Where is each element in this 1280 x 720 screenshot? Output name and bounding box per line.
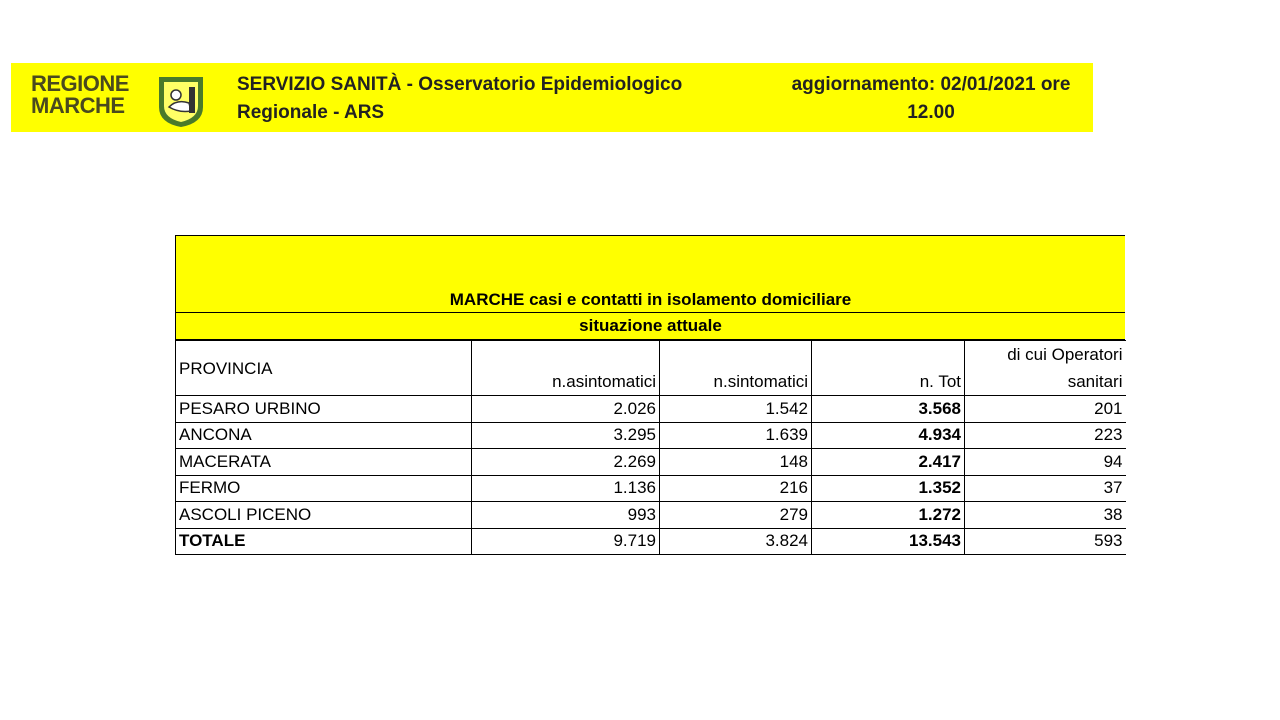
cell-tot: 1.272 (812, 502, 965, 529)
cell-provincia: MACERATA (176, 449, 472, 476)
cell-total-asintomatici: 9.719 (472, 528, 660, 555)
table-row (176, 502, 1126, 529)
cell-asintomatici: 2.269 (472, 449, 660, 476)
cell-tot: 1.352 (812, 475, 965, 502)
table-title: MARCHE casi e contatti in isolamento domiciliare (449, 290, 852, 309)
cell-sintomatici: 1.542 (660, 396, 812, 423)
col-header-operatori (965, 341, 1126, 396)
cell-sintomatici: 1.639 (660, 422, 812, 449)
cell-tot: 2.417 (812, 449, 965, 476)
table-row (176, 422, 1126, 449)
isolation-table (175, 235, 1125, 555)
table-header-row (176, 341, 1126, 396)
cell-total-sintomatici: 3.824 (660, 528, 812, 555)
table-row (176, 396, 1126, 423)
cell-asintomatici: 2.026 (472, 396, 660, 423)
cell-operatori: 94 (965, 449, 1126, 476)
shield-icon (155, 73, 207, 129)
logo-line1: REGIONE (31, 71, 129, 96)
cell-provincia: ASCOLI PICENO (176, 502, 472, 529)
cell-operatori: 223 (965, 422, 1126, 449)
cell-sintomatici: 148 (660, 449, 812, 476)
table-total-row (176, 528, 1126, 555)
header-banner (11, 63, 1093, 132)
cell-total-label: TOTALE (176, 528, 472, 555)
logo-line2: MARCHE (31, 93, 125, 118)
cell-operatori: 38 (965, 502, 1126, 529)
cell-sintomatici: 216 (660, 475, 812, 502)
data-table (175, 340, 1126, 555)
cell-operatori: 201 (965, 396, 1126, 423)
cell-sintomatici: 279 (660, 502, 812, 529)
table-row (176, 475, 1126, 502)
col-header-tot: n. Tot (812, 341, 965, 396)
table-title-band (175, 235, 1125, 313)
col-header-provincia: PROVINCIA (176, 341, 472, 396)
cell-operatori: 37 (965, 475, 1126, 502)
cell-tot: 3.568 (812, 396, 965, 423)
cell-provincia: PESARO URBINO (176, 396, 472, 423)
service-line1: SERVIZIO SANITÀ - Osservatorio Epidemiologico (237, 74, 683, 95)
regione-marche-logo (31, 73, 211, 129)
service-title (237, 71, 757, 127)
cell-provincia: ANCONA (176, 422, 472, 449)
cell-total-tot: 13.543 (812, 528, 965, 555)
col-header-sintomatici: n.sintomatici (660, 341, 812, 396)
table-subtitle: situazione attuale (175, 313, 1125, 340)
cell-provincia: FERMO (176, 475, 472, 502)
table-row (176, 449, 1126, 476)
col-header-operatori-line2: sanitari (1067, 372, 1123, 391)
cell-tot: 4.934 (812, 422, 965, 449)
service-line2: Regionale - ARS (237, 102, 385, 123)
update-line2: 12.00 (907, 102, 955, 123)
cell-total-operatori: 593 (965, 528, 1126, 555)
update-line1: aggiornamento: 02/01/2021 ore (791, 74, 1071, 95)
cell-asintomatici: 1.136 (472, 475, 660, 502)
cell-asintomatici: 993 (472, 502, 660, 529)
col-header-operatori-line1: di cui Operatori (1007, 345, 1123, 364)
cell-asintomatici: 3.295 (472, 422, 660, 449)
col-header-asintomatici: n.asintomatici (472, 341, 660, 396)
update-timestamp (771, 71, 1091, 127)
